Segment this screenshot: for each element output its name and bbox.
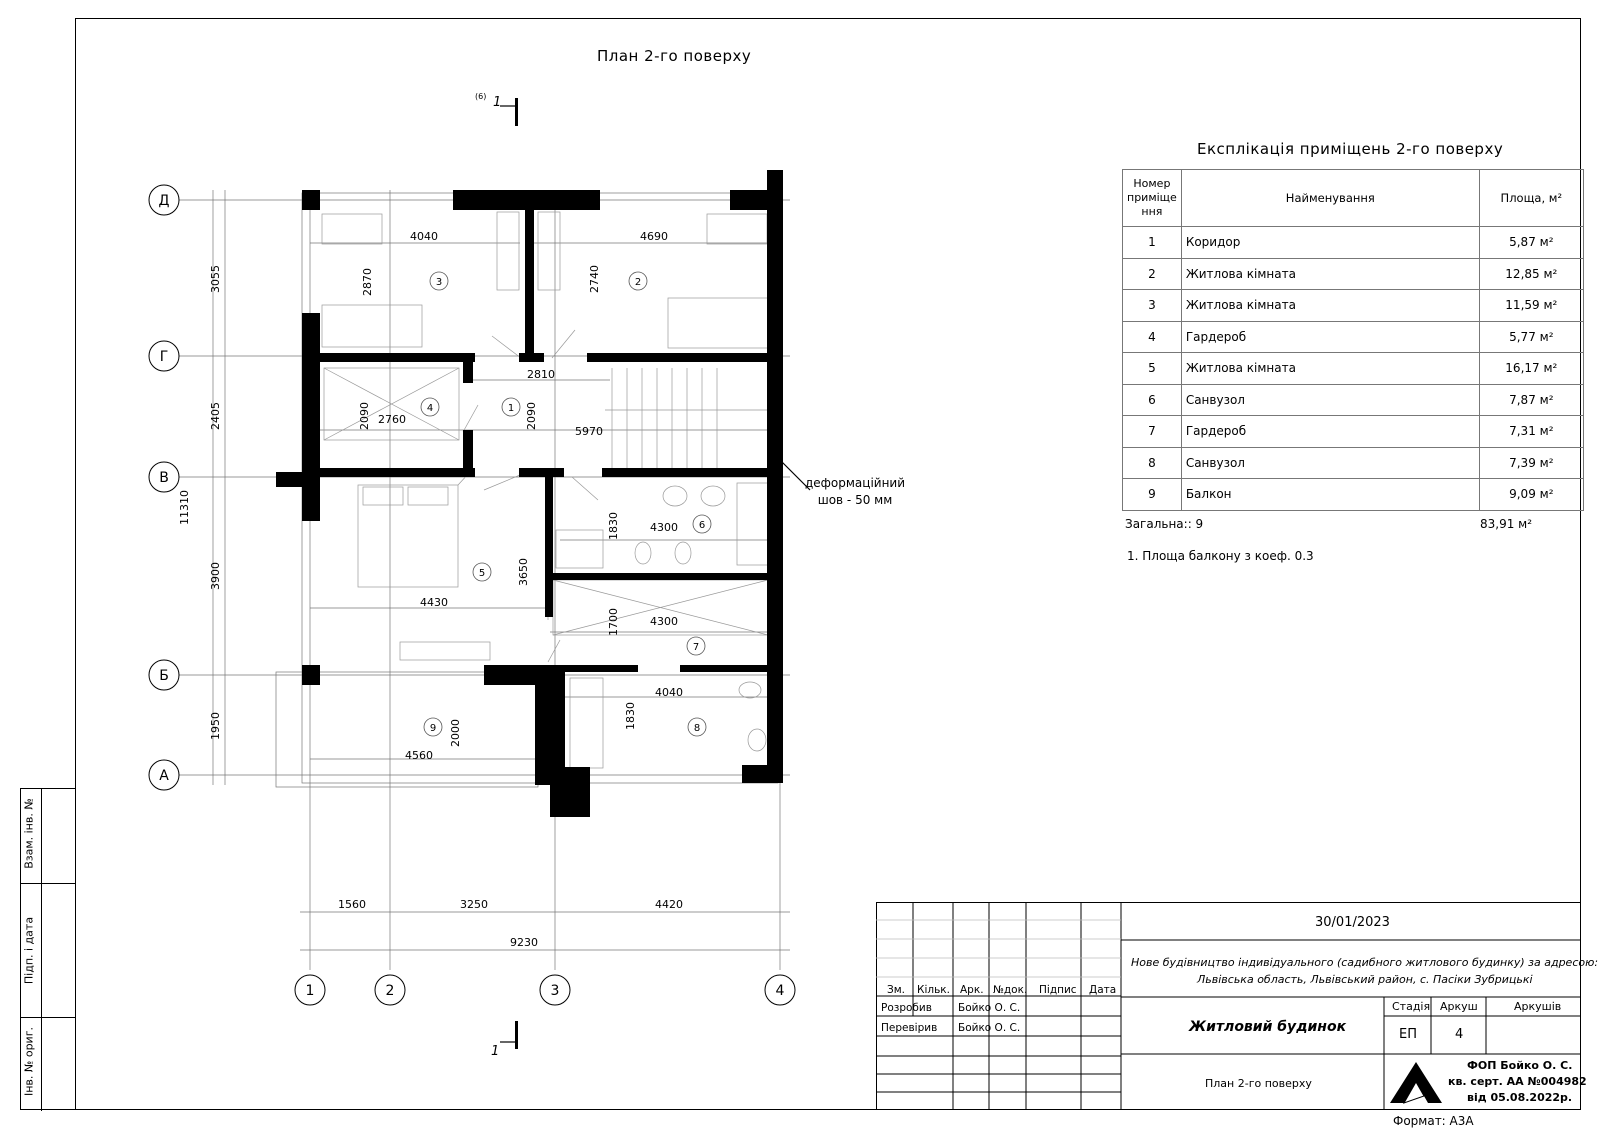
dim-bottom: 1560 [338,898,366,911]
sheet-format: Формат: А3А [1393,1114,1474,1128]
room-number: 6 [698,520,706,531]
room-number: 8 [693,723,701,734]
total-label: Загальна:: 9 [1125,517,1204,531]
room-number: 1 [507,403,515,414]
table-row: 1 Коридор 5,87 м² [1123,227,1584,259]
table-row: 4 Гардероб 5,77 м² [1123,321,1584,353]
orig-inv-label: Інв. № ориг. [22,1027,36,1096]
sheet-number: 4 [1455,1027,1464,1042]
dim-interior: 2740 [588,265,601,293]
axis-label-row: Г [159,349,169,365]
room-number: 3 [435,277,443,288]
dim-interior: 4690 [640,230,668,243]
dim-left: 3900 [209,562,222,590]
dim-interior: 4040 [410,230,438,243]
total-area: 83,91 м² [1480,517,1533,531]
col-header-number: Номер приміще ння [1123,170,1182,227]
stamp-date: 30/01/2023 [1315,915,1390,930]
table-row: 3 Житлова кімната 11,59 м² [1123,290,1584,322]
dim-interior: 2760 [378,413,406,426]
building-name: Житловий будинок [1189,1019,1347,1035]
firm-cert: кв. серт. АА №004982 [1448,1075,1587,1088]
col-header-sheet: Арк. [960,984,984,996]
dim-bottom: 4420 [655,898,683,911]
table-row: 7 Гардероб 7,31 м² [1123,416,1584,448]
axis-label-col: 3 [550,983,560,999]
expansion-joint-note: шов - 50 мм [817,493,893,507]
axis-label-row: Б [159,668,169,684]
firm-name: ФОП Бойко О. С. [1467,1059,1573,1072]
axis-label-row: А [159,768,169,784]
table-row: 2 Житлова кімната 12,85 м² [1123,258,1584,290]
table-header-row [1123,170,1584,227]
checked-name: Бойко О. С. [958,1022,1021,1034]
room-number: 5 [478,568,486,579]
dim-interior: 2870 [361,268,374,296]
dim-left: 3055 [209,265,222,293]
dim-interior: 2810 [527,368,555,381]
axis-label-row: В [159,470,169,486]
dim-left: 2405 [209,402,222,430]
sheet-name: План 2-го поверху [1205,1077,1312,1090]
stage-value: ЕП [1399,1027,1417,1042]
project-description: Нове будівництво індивідуального (садибного житлового будинку) за адресою: [1131,956,1599,969]
room-number: 9 [429,723,437,734]
dim-interior: 4040 [655,686,683,699]
dim-left-total: 11310 [178,490,191,525]
balcony-note: 1. Площа балкону з коеф. 0.3 [1127,549,1314,563]
title-block [876,902,1599,1110]
axis-label-col: 2 [385,983,395,999]
firm-cert-date: від 05.08.2022р. [1467,1091,1573,1104]
project-address: Львівська область, Львівський район, с. Пасіки Зубрицькі [1197,973,1533,986]
company-logo-icon [1390,1062,1442,1103]
dim-interior: 3650 [517,558,530,586]
dim-interior: 1830 [624,702,637,730]
section-ref: (6) [475,92,487,101]
col-header-change: Зм. [887,984,905,996]
dim-bottom: 3250 [460,898,488,911]
dim-bottom-total: 9230 [510,936,538,949]
axis-label-col: 1 [305,983,315,999]
sheet-label: Аркуш [1440,1000,1478,1013]
explication-table [1122,169,1584,511]
table-row: 9 Балкон 9,09 м² [1123,479,1584,511]
dim-interior: 1830 [607,512,620,540]
stage-label: Стадія [1392,1000,1431,1013]
plan-title: План 2-го поверху [597,47,752,65]
checked-label: Перевірив [881,1022,938,1034]
dim-interior: 4300 [650,521,678,534]
col-header-signature: Підпис [1039,984,1077,996]
dim-interior: 4560 [405,749,433,762]
table-row: 6 Санвузол 7,87 м² [1123,384,1584,416]
dim-interior: 5970 [575,425,603,438]
axis-label-col: 4 [775,983,785,999]
col-header-doc: №док. [993,984,1028,996]
dim-left: 1950 [209,712,222,740]
dim-interior: 4430 [420,596,448,609]
room-number: 4 [426,403,434,414]
dim-interior: 1700 [607,608,620,636]
developed-name: Бойко О. С. [958,1002,1021,1014]
developed-label: Розробив [881,1002,932,1014]
col-header-name: Найменування [1181,170,1479,227]
sheets-label: Аркушів [1514,1000,1562,1013]
section-mark-bottom: 1 [491,1044,500,1059]
explication-title: Експлікація приміщень 2-го поверху [1197,140,1504,158]
axis-label-row: Д [158,193,170,209]
room-number: 2 [634,277,642,288]
table-row: 8 Санвузол 7,39 м² [1123,447,1584,479]
dim-interior: 4300 [650,615,678,628]
dim-interior: 2090 [358,402,371,430]
col-header-qty: Кільк. [917,984,950,996]
sign-date-label: Підп. і дата [22,916,36,985]
table-row: 5 Житлова кімната 16,17 м² [1123,353,1584,385]
col-header-date: Дата [1089,984,1117,996]
col-header-area: Площа, м² [1479,170,1583,227]
expansion-joint-note: деформаційний [804,476,906,490]
room-number: 7 [692,642,700,653]
replace-inv-label: Взам. інв. № [22,798,36,869]
section-mark-top: 1 [493,95,502,110]
dim-interior: 2000 [449,719,462,747]
dim-interior: 2090 [525,402,538,430]
